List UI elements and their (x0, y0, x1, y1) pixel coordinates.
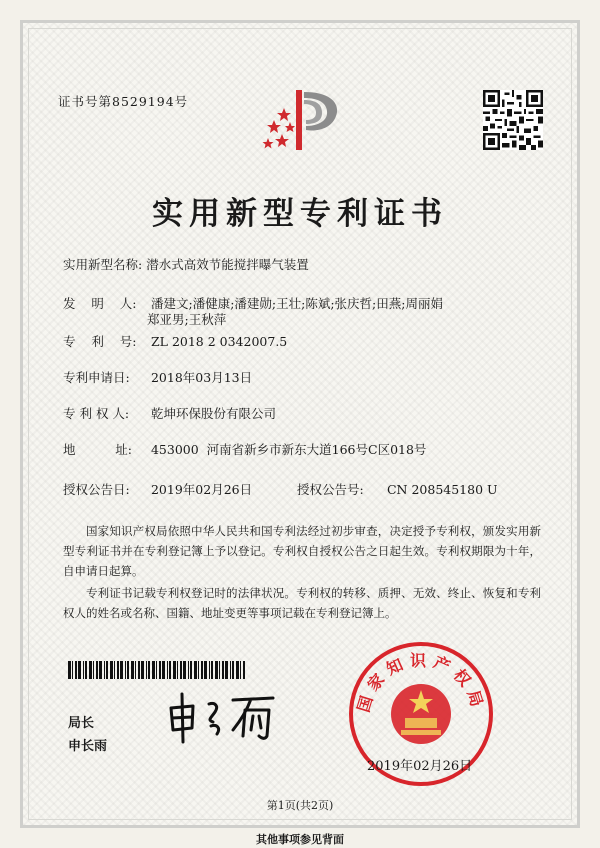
grant-number-label: 授权公告号: (297, 482, 364, 497)
inventor-value-line2: 郑亚男;王秋萍 (147, 312, 227, 327)
model-name-row (63, 256, 309, 273)
application-date-value: 2018年03月13日 (150, 370, 253, 385)
certificate-title: 实用新型专利证书 (152, 196, 448, 232)
director-title: 局长 (68, 716, 95, 731)
application-date-label: 专利申请日: (63, 370, 130, 385)
patent-number-label: 专 利 号: (63, 334, 137, 349)
model-name-label: 实用新型名称: (63, 257, 143, 272)
director-name: 申长雨 (68, 739, 108, 754)
grant-date-label: 授权公告日: (63, 482, 130, 497)
back-page-note: 其他事项参见背面 (256, 833, 344, 846)
grant-number-row (297, 481, 498, 498)
patentee-row (63, 405, 276, 422)
barcode-icon (68, 661, 246, 679)
inventor-value-line1: 潘建文;潘健康;潘建勋;王壮;陈斌;张庆哲;田燕;周丽娟 (150, 296, 443, 311)
certificate-number: 证书号第8529194号 (58, 94, 189, 109)
seal-text: 国家知识产权局 (353, 651, 489, 715)
grant-date-row (63, 481, 252, 498)
address-value: 453000 河南省新乡市新东大道166号C区018号 (150, 442, 427, 457)
patentee-value: 乾坤环保股份有限公司 (150, 406, 276, 421)
grant-statement-paragraph: 国家知识产权局依照中华人民共和国专利法经过初步审查，决定授予专利权，颁发实用新型专利证书并在专利登记簿上予以登记。专利权自授权公告之日起生效。专利权期限为十年，自申请日起算。 (63, 524, 541, 578)
inventor-label: 发 明 人: (63, 296, 137, 311)
seal-date: 2019年02月26日 (367, 759, 473, 774)
legal-status-paragraph: 专利证书记载专利权登记时的法律状况。专利权的转移、质押、无效、终止、恢复和专利权人的姓名或名称、国籍、地址变更等事项记载在专利登记簿上。 (63, 586, 541, 620)
application-date-row (63, 369, 252, 386)
qr-code-icon (483, 90, 543, 150)
patentee-label: 专 利 权 人: (63, 406, 130, 421)
patent-number-value: ZL 2018 2 0342007.5 (150, 334, 288, 349)
grant-date-value: 2019年02月26日 (150, 482, 253, 497)
grant-number-value: CN 208545180 U (386, 482, 498, 497)
address-row (63, 441, 426, 458)
patent-number-row (63, 333, 287, 350)
cnipa-emblem-icon (252, 82, 344, 164)
address-label: 地 址: (63, 442, 132, 457)
handwritten-signature (165, 690, 280, 744)
inventor-row (63, 295, 443, 312)
page-number: 第1页(共2页) (266, 799, 334, 812)
model-name-value: 潜水式高效节能搅拌曝气装置 (146, 257, 309, 272)
